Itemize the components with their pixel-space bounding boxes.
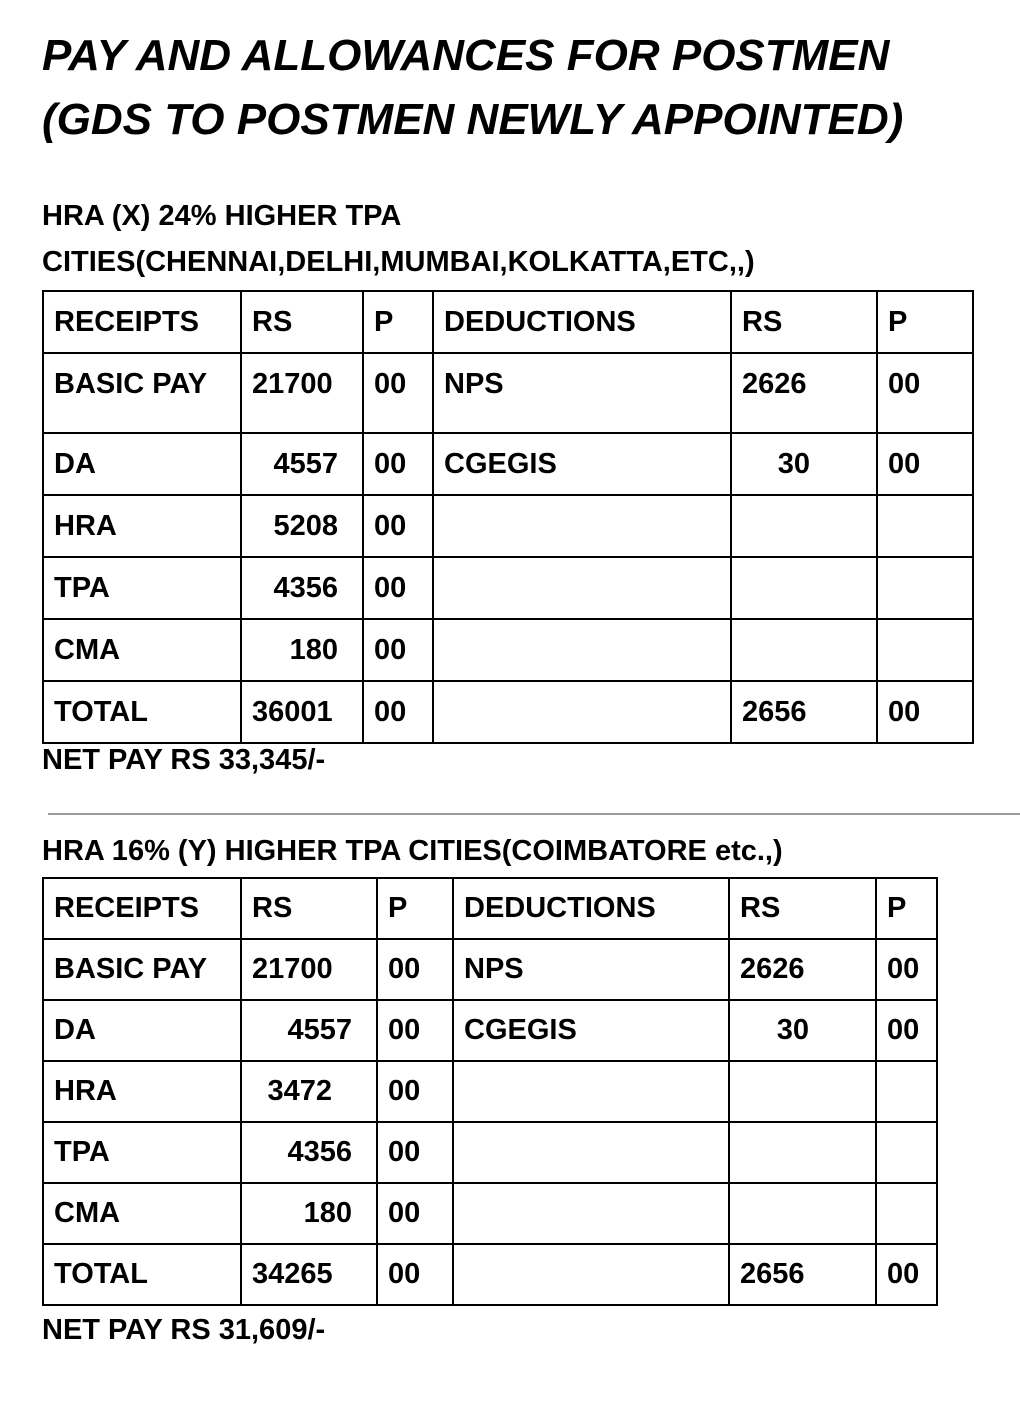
table-row	[43, 939, 937, 1000]
deduction-p: 00	[877, 433, 973, 495]
receipt-label: TPA	[43, 1122, 241, 1183]
receipt-p: 00	[377, 1122, 453, 1183]
receipt-label: BASIC PAY	[43, 939, 241, 1000]
deduction-p	[877, 495, 973, 557]
net-pay-y: NET PAY RS 31,609/-	[42, 1314, 326, 1346]
receipt-rs: 180	[241, 619, 363, 681]
table-row	[43, 557, 973, 619]
deduction-label	[433, 495, 731, 557]
deduction-label	[433, 619, 731, 681]
deduction-p	[876, 1183, 937, 1244]
receipt-p: 00	[363, 433, 433, 495]
deduction-label: NPS	[433, 353, 731, 433]
receipt-rs: 5208	[241, 495, 363, 557]
net-pay-x: NET PAY RS 33,345/-	[42, 744, 326, 776]
deduction-rs: 2626	[731, 353, 877, 433]
deduction-rs	[731, 557, 877, 619]
section-y-heading	[42, 828, 783, 874]
table-row	[43, 1061, 937, 1122]
table-row	[43, 619, 973, 681]
receipt-p: 00	[377, 1000, 453, 1061]
total-receipts-rs: 34265	[241, 1244, 377, 1305]
table-header-row	[43, 878, 937, 939]
total-deductions-p: 00	[876, 1244, 937, 1305]
deduction-rs	[729, 1183, 876, 1244]
header-rs: RS	[241, 291, 363, 353]
total-receipts-p: 00	[363, 681, 433, 743]
table-row	[43, 433, 973, 495]
deduction-label	[433, 557, 731, 619]
deduction-rs	[731, 619, 877, 681]
table-row	[43, 353, 973, 433]
table-row	[43, 1000, 937, 1061]
deduction-rs	[731, 495, 877, 557]
table-row	[43, 495, 973, 557]
deduction-label: CGEGIS	[453, 1000, 729, 1061]
table-row	[43, 1122, 937, 1183]
receipt-rs: 3472	[241, 1061, 377, 1122]
receipt-label: HRA	[43, 1061, 241, 1122]
deduction-label: CGEGIS	[433, 433, 731, 495]
receipt-rs: 180	[241, 1183, 377, 1244]
deduction-label	[453, 1061, 729, 1122]
deduction-p	[877, 557, 973, 619]
header-receipts: RECEIPTS	[43, 878, 241, 939]
receipt-p: 00	[377, 1061, 453, 1122]
page-title	[42, 24, 903, 152]
receipt-label: CMA	[43, 1183, 241, 1244]
table-header-row	[43, 291, 973, 353]
header-p: P	[876, 878, 937, 939]
header-deductions: DEDUCTIONS	[433, 291, 731, 353]
total-label: TOTAL	[43, 1244, 241, 1305]
receipt-label: DA	[43, 1000, 241, 1061]
receipt-p: 00	[377, 1183, 453, 1244]
deduction-p: 00	[876, 1000, 937, 1061]
total-deductions-rs: 2656	[729, 1244, 876, 1305]
receipt-rs: 21700	[241, 939, 377, 1000]
receipt-rs: 4356	[241, 557, 363, 619]
receipt-p: 00	[377, 939, 453, 1000]
receipt-p: 00	[363, 619, 433, 681]
deduction-label	[453, 1122, 729, 1183]
section-x-heading	[42, 193, 755, 285]
deduction-rs: 30	[731, 433, 877, 495]
pay-table-y	[42, 877, 938, 1306]
receipt-rs: 4356	[241, 1122, 377, 1183]
table-row	[43, 1183, 937, 1244]
receipt-label: DA	[43, 433, 241, 495]
header-receipts: RECEIPTS	[43, 291, 241, 353]
deduction-rs	[729, 1122, 876, 1183]
deduction-p	[876, 1122, 937, 1183]
table-total-row	[43, 1244, 937, 1305]
section-x-heading-line-1: HRA (X) 24% HIGHER TPA	[42, 200, 402, 232]
receipt-rs: 4557	[241, 433, 363, 495]
page-title-line-2: (GDS TO POSTMEN NEWLY APPOINTED)	[42, 95, 904, 144]
deduction-label	[453, 1244, 729, 1305]
deduction-p	[877, 619, 973, 681]
total-receipts-p: 00	[377, 1244, 453, 1305]
deduction-rs	[729, 1061, 876, 1122]
header-rs: RS	[731, 291, 877, 353]
receipt-label: HRA	[43, 495, 241, 557]
section-x-heading-line-2: CITIES(CHENNAI,DELHI,MUMBAI,KOLKATTA,ETC,,)	[42, 246, 755, 278]
receipt-p: 00	[363, 353, 433, 433]
table-total-row	[43, 681, 973, 743]
receipt-label: BASIC PAY	[43, 353, 241, 433]
deduction-label	[453, 1183, 729, 1244]
pay-table-x	[42, 290, 974, 744]
deduction-label: NPS	[453, 939, 729, 1000]
receipt-rs: 4557	[241, 1000, 377, 1061]
receipt-label: CMA	[43, 619, 241, 681]
header-deductions: DEDUCTIONS	[453, 878, 729, 939]
section-divider	[48, 813, 1020, 815]
total-deductions-p: 00	[877, 681, 973, 743]
total-receipts-rs: 36001	[241, 681, 363, 743]
total-deductions-rs: 2656	[731, 681, 877, 743]
receipt-rs: 21700	[241, 353, 363, 433]
deduction-p	[876, 1061, 937, 1122]
header-p: P	[377, 878, 453, 939]
header-p: P	[877, 291, 973, 353]
receipt-p: 00	[363, 495, 433, 557]
section-y-heading-line: HRA 16% (Y) HIGHER TPA CITIES(COIMBATORE etc.,)	[42, 835, 783, 867]
page-title-line-1: PAY AND ALLOWANCES FOR POSTMEN	[42, 31, 890, 80]
header-p: P	[363, 291, 433, 353]
header-rs: RS	[241, 878, 377, 939]
deduction-rs: 30	[729, 1000, 876, 1061]
total-label: TOTAL	[43, 681, 241, 743]
deduction-p: 00	[877, 353, 973, 433]
header-rs: RS	[729, 878, 876, 939]
deduction-p: 00	[876, 939, 937, 1000]
deduction-rs: 2626	[729, 939, 876, 1000]
receipt-p: 00	[363, 557, 433, 619]
receipt-label: TPA	[43, 557, 241, 619]
deduction-label	[433, 681, 731, 743]
